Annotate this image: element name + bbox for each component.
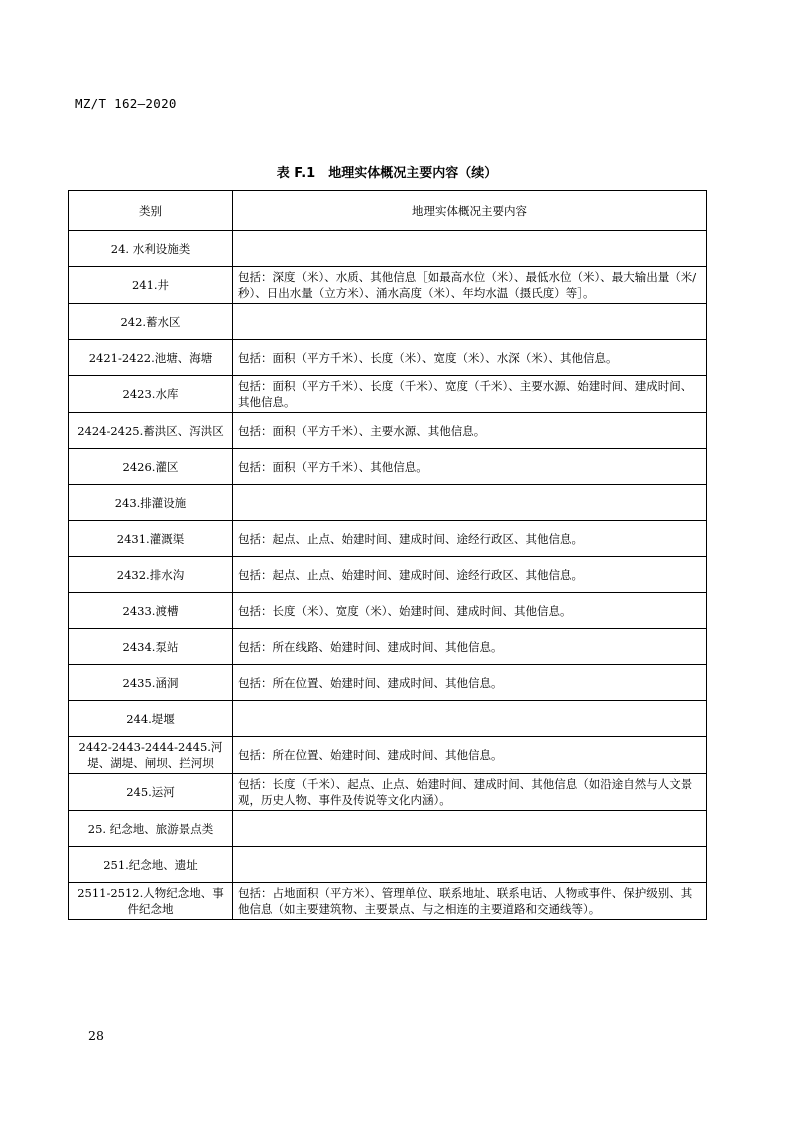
- table-header-row: [69, 191, 707, 231]
- content-cell: [233, 701, 707, 737]
- document-code: MZ/T 162—2020: [75, 96, 177, 111]
- category-cell: 2435.涵洞: [69, 665, 233, 701]
- content-cell: [233, 231, 707, 267]
- content-cell: 包括：面积（平方千米）、长度（千米）、宽度（千米）、主要水源、始建时间、建成时间、其他信息。: [233, 376, 707, 413]
- category-cell: 244.堤堰: [69, 701, 233, 737]
- table-row: [69, 231, 707, 267]
- content-cell: 包括：占地面积（平方米）、管理单位、联系地址、联系电话、人物或事件、保护级别、其他信息（如主要建筑物、主要景点、与之相连的主要道路和交通线等）。: [233, 883, 707, 920]
- table-row: [69, 485, 707, 521]
- category-cell: 242.蓄水区: [69, 304, 233, 340]
- category-cell: 251.纪念地、遗址: [69, 847, 233, 883]
- column-header-content: 地理实体概况主要内容: [233, 191, 707, 231]
- table-body: [69, 231, 707, 920]
- table-row: [69, 847, 707, 883]
- table-row: [69, 883, 707, 920]
- category-cell: 2431.灌溉渠: [69, 521, 233, 557]
- table-row: [69, 521, 707, 557]
- category-cell: 2434.泵站: [69, 629, 233, 665]
- content-cell: 包括：面积（平方千米）、其他信息。: [233, 449, 707, 485]
- content-cell: [233, 485, 707, 521]
- table-row: [69, 737, 707, 774]
- table-row: [69, 774, 707, 811]
- table-row: [69, 811, 707, 847]
- category-cell: 2421-2422.池塘、海塘: [69, 340, 233, 376]
- content-cell: 包括：长度（米）、宽度（米）、始建时间、建成时间、其他信息。: [233, 593, 707, 629]
- table-row: [69, 629, 707, 665]
- table-row: [69, 304, 707, 340]
- content-cell: 包括：所在位置、始建时间、建成时间、其他信息。: [233, 737, 707, 774]
- content-cell: 包括：面积（平方千米）、主要水源、其他信息。: [233, 413, 707, 449]
- content-cell: 包括：所在线路、始建时间、建成时间、其他信息。: [233, 629, 707, 665]
- content-cell: 包括：起点、止点、始建时间、建成时间、途经行政区、其他信息。: [233, 557, 707, 593]
- table-row: [69, 557, 707, 593]
- category-cell: 2511-2512.人物纪念地、事件纪念地: [69, 883, 233, 920]
- category-cell: 243.排灌设施: [69, 485, 233, 521]
- table-row: [69, 449, 707, 485]
- column-header-category: 类别: [69, 191, 233, 231]
- category-cell: 2424-2425.蓄洪区、泻洪区: [69, 413, 233, 449]
- table-title: 表 F.1 地理实体概况主要内容（续）: [276, 166, 498, 181]
- content-cell: [233, 847, 707, 883]
- category-cell: 25. 纪念地、旅游景点类: [69, 811, 233, 847]
- content-cell: 包括：长度（千米）、起点、止点、始建时间、建成时间、其他信息（如沿途自然与人文景观，历史人物、事件及传说等文化内涵）。: [233, 774, 707, 811]
- category-cell: 245.运河: [69, 774, 233, 811]
- category-cell: 2432.排水沟: [69, 557, 233, 593]
- content-cell: [233, 811, 707, 847]
- page-number: 28: [88, 1028, 104, 1043]
- content-cell: 包括：面积（平方千米）、长度（米）、宽度（米）、水深（米）、其他信息。: [233, 340, 707, 376]
- table-row: [69, 413, 707, 449]
- table-row: [69, 267, 707, 304]
- category-cell: 2433.渡槽: [69, 593, 233, 629]
- category-cell: 2423.水库: [69, 376, 233, 413]
- table-row: [69, 340, 707, 376]
- content-cell: 包括：深度（米）、水质、其他信息［如最高水位（米）、最低水位（米）、最大输出量（米/秒）、日出水量（立方米）、涌水高度（米）、年均水温（摄氏度）等］。: [233, 267, 707, 304]
- table-row: [69, 376, 707, 413]
- content-cell: 包括：所在位置、始建时间、建成时间、其他信息。: [233, 665, 707, 701]
- table-row: [69, 665, 707, 701]
- table-row: [69, 593, 707, 629]
- category-cell: 24. 水利设施类: [69, 231, 233, 267]
- content-cell: [233, 304, 707, 340]
- category-cell: 2426.灌区: [69, 449, 233, 485]
- content-cell: 包括：起点、止点、始建时间、建成时间、途经行政区、其他信息。: [233, 521, 707, 557]
- table-row: [69, 701, 707, 737]
- category-cell: 2442-2443-2444-2445.河堤、湖堤、闸坝、拦河坝: [69, 737, 233, 774]
- geo-entity-table: [68, 190, 707, 920]
- category-cell: 241.井: [69, 267, 233, 304]
